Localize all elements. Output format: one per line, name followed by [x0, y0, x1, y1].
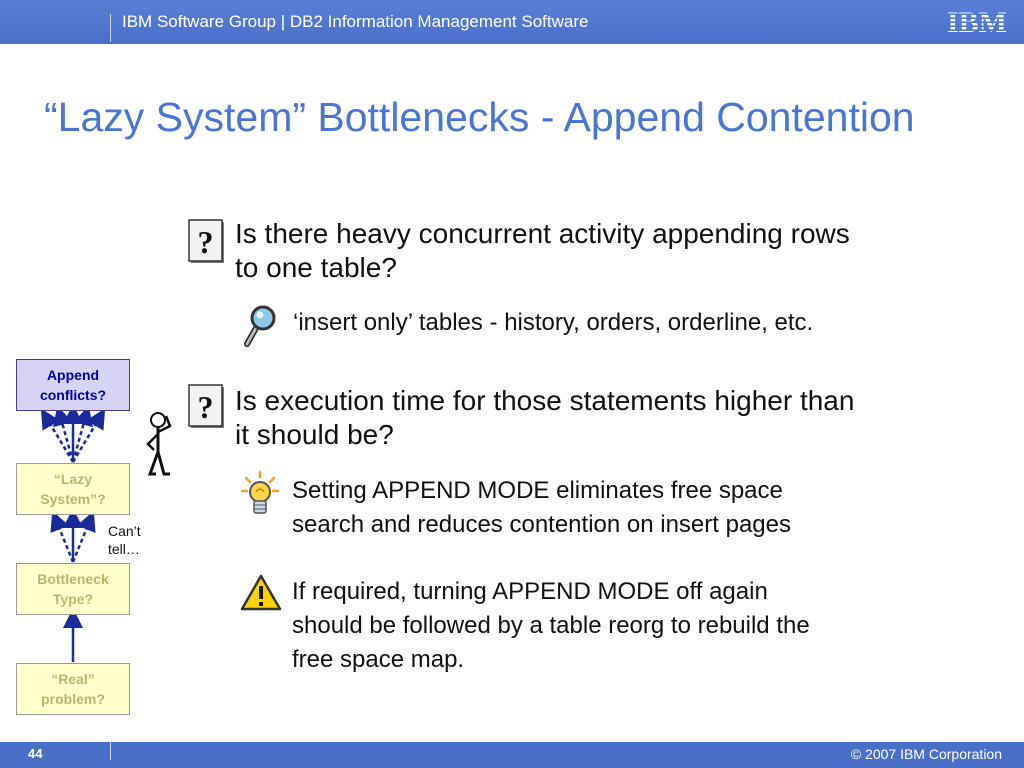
- thinking-person-icon: [140, 410, 182, 478]
- sub-bullet-3-line-1: If required, turning APPEND MODE off again: [292, 578, 768, 605]
- header-divider: [110, 14, 111, 42]
- sub-bullet-2-text: [292, 474, 992, 542]
- bullet-1-line-1: Is there heavy concurrent activity appending rows: [235, 218, 850, 249]
- arrows-to-lazy: [56, 518, 90, 562]
- footer-divider: [110, 742, 111, 760]
- bullet-1-line-2: to one table?: [235, 252, 397, 283]
- lightbulb-icon: [240, 470, 280, 520]
- svg-text:?: ?: [197, 224, 214, 260]
- bottleneck-type-box: [16, 563, 130, 615]
- lazy-box-line-1: “Lazy: [53, 471, 93, 487]
- cant-tell-line-2: tell…: [108, 541, 140, 557]
- copyright-text: © 2007 IBM Corporation: [850, 746, 1002, 762]
- sub-bullet-3-line-3: free space map.: [292, 646, 465, 673]
- ibm-logo: [942, 7, 1012, 35]
- cant-tell-label: [108, 522, 158, 558]
- bullet-1-text: [235, 217, 1005, 285]
- bullet-2-line-2: it should be?: [235, 419, 394, 450]
- sub-bullet-2-line-1: Setting APPEND MODE eliminates free space: [292, 477, 783, 504]
- question-mark-icon: [188, 219, 226, 265]
- real-box-line-1: “Real”: [51, 671, 95, 687]
- bottleneck-box-line-2: Type?: [52, 591, 94, 607]
- arrows-to-append: [46, 414, 100, 462]
- bullet-2-line-1: Is execution time for those statements higher than: [235, 385, 855, 416]
- real-problem-box: [16, 663, 130, 715]
- warning-icon: [239, 573, 283, 613]
- cant-tell-line-1: Can’t: [108, 523, 141, 539]
- svg-text:?: ?: [197, 389, 214, 425]
- bottleneck-box-line-1: Bottleneck: [37, 571, 109, 587]
- header-bar: [0, 0, 1024, 44]
- sub-bullet-3-text: [292, 575, 992, 677]
- page-number: 44: [28, 746, 43, 761]
- slide-title: “Lazy System” Bottlenecks - Append Contention: [44, 94, 915, 140]
- append-box-line-2: conflicts?: [39, 387, 107, 403]
- magnifier-icon: [242, 304, 278, 348]
- footer-bar: [0, 742, 1024, 768]
- lazy-system-box: [16, 463, 130, 515]
- sub-bullet-2-line-2: search and reduces contention on insert pages: [292, 511, 791, 538]
- lazy-box-line-2: System”?: [40, 491, 106, 507]
- real-box-line-2: problem?: [41, 691, 105, 707]
- header-group-text: IBM Software Group | DB2 Information Management Software: [122, 12, 589, 31]
- svg-text:IBM: IBM: [947, 7, 1007, 35]
- sub-bullet-3-line-2: should be followed by a table reorg to rebuild the: [292, 612, 810, 639]
- sub-bullet-1-text: ‘insert only’ tables - history, orders, orderline, etc.: [293, 309, 814, 336]
- append-box-line-1: Append: [46, 367, 100, 383]
- bullet-2-text: [235, 384, 1005, 452]
- append-conflicts-box: [16, 359, 130, 411]
